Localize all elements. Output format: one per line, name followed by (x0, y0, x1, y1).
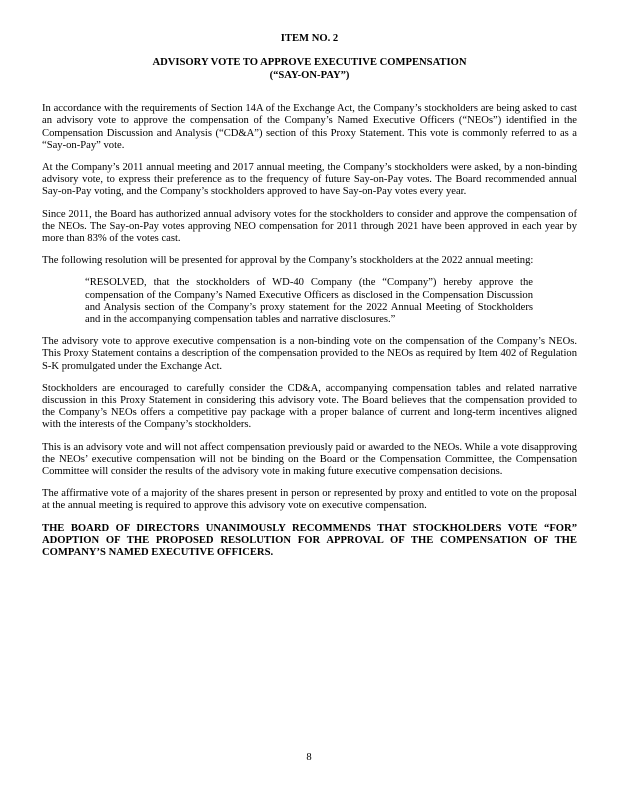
board-recommendation: THE BOARD OF DIRECTORS UNANIMOUSLY RECOMMENDS THAT STOCKHOLDERS VOTE “FOR” ADOPTION OF THE PROPOSED RESOLUTION FOR APPROVAL OF THE COMPENSATION OF THE COMPANY’S NAMED EXECUTIVE OFFICERS. (42, 522, 577, 559)
paragraph-history: Since 2011, the Board has authorized annual advisory votes for the stockholders to consider and approve the compensation of the NEOs. The Say-on-Pay votes approving NEO compensation for 2011 through 2021 have been approved in each year by more than 83% of the votes cast. (42, 208, 577, 245)
paragraph-non-binding: The advisory vote to approve executive compensation is a non-binding vote on the compensation of the Company’s NEOs. This Proxy Statement contains a description of the compensation provided to the NEOs as required by Item 402 of Regulation S-K promulgated under the Exchange Act. (42, 336, 577, 372)
document-title: ADVISORY VOTE TO APPROVE EXECUTIVE COMPENSATION (152, 57, 467, 69)
paragraph-resolution-lead-in: The following resolution will be presented for approval by the Company’s stockholders at the 2022 annual meeting: (42, 255, 534, 267)
paragraph-affirmative-vote: The affirmative vote of a majority of the shares present in person or represented by proxy and entitled to vote on the proposal at the annual meeting is required to approve this advisory vote on executive compensation. (42, 488, 577, 512)
page-number: 8 (306, 751, 312, 763)
paragraph-intro: In accordance with the requirements of Section 14A of the Exchange Act, the Company’s stockholders are being asked to cast an advisory vote to approve the compensation of the Company’s Named Executive Officers (“NEOs”) identified in the Compensation Discussion and Analysis (“CD&A”) section of this Proxy Statement. This vote is commonly referred to as a “Say-on-Pay” vote. (42, 103, 577, 151)
document-subtitle: (“SAY-ON-PAY”) (269, 70, 350, 82)
document-body (42, 103, 577, 559)
paragraph-stockholders-encouraged: Stockholders are encouraged to carefully consider the CD&A, accompanying compensation tables and related narrative discussion in this Proxy Statement in considering this advisory vote. The Board believes that the compensation provided to the Company’s NEOs offers a competitive pay package with a proper balance of current and long-term incentives aligned with the interests of the Company’s stockholders. (42, 382, 577, 431)
document-header (42, 33, 577, 82)
resolution-quote: “RESOLVED, that the stockholders of WD-40 Company (the “Company”) hereby approve the compensation of the Company’s Named Executive Officers as disclosed in the Compensation Discussion and Analysis section of the Company’s proxy statement for the 2022 Annual Meeting of Stockholders and in the accompanying compensation tables and narrative disclosures.” (85, 277, 533, 326)
paragraph-advisory-effect: This is an advisory vote and will not affect compensation previously paid or awarded to the NEOs. While a vote disapproving the NEOs’ executive compensation will not be binding on the Board or the Compensation Committee, the Compensation Committee will consider the results of the advisory vote in making future executive compensation decisions. (42, 441, 577, 478)
item-number-heading: ITEM NO. 2 (280, 33, 339, 44)
paragraph-frequency-vote: At the Company’s 2011 annual meeting and 2017 annual meeting, the Company’s stockholders were asked, by a non-binding advisory vote, to express their preference as to the frequency of future Say-on-Pay votes. The Board recommended annual Say-on-Pay voting, and the Company’s stockholders approved to have Say-on-Pay votes every year. (42, 162, 577, 198)
